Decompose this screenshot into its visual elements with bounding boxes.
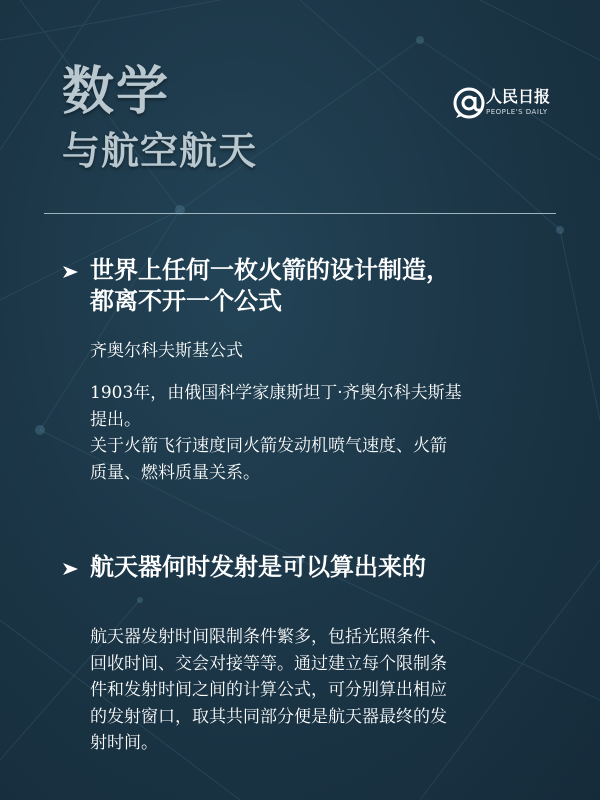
section-2-paragraph-line-1: 航天器发射时间限制条件繁多，包括光照条件、: [90, 627, 447, 647]
arrow-bullet-icon: [62, 264, 80, 280]
section-1-heading-line-2: 都离不开一个公式: [90, 287, 282, 315]
section-2-heading: [62, 552, 520, 583]
section-2-paragraph-line-3: 件和发射时间之间的计算公式，可分别算出相应: [90, 680, 447, 700]
logo-name-en: PEOPLE'S DAILY: [486, 108, 548, 116]
logo-name-cn: 人民日报: [486, 87, 551, 106]
section-2-paragraph-line-5: 射时间。: [90, 733, 158, 753]
section-1-paragraph-line-3: 关于火箭飞行速度同火箭发动机喷气速度、火箭: [90, 436, 447, 456]
peoples-daily-logo: [452, 86, 562, 126]
at-sign-icon: [452, 86, 486, 120]
section-1-paragraph-line-2: 提出。: [90, 409, 141, 430]
formula-name: 齐奥尔科夫斯基公式: [90, 341, 243, 361]
header-divider: [44, 213, 556, 214]
section-1-paragraph-line-1: 1903年，由俄国科学家康斯坦丁·齐奥尔科夫斯基: [90, 383, 462, 403]
section-1-paragraph-line-4: 质量、燃料质量关系。: [90, 462, 260, 483]
section-2-paragraph: [90, 624, 560, 757]
section-1-paragraph: [90, 380, 560, 486]
page-title: 数学: [62, 62, 171, 122]
section-1-heading: [62, 255, 520, 317]
arrow-bullet-icon: [62, 561, 80, 577]
section-2-paragraph-line-4: 的发射窗口，取其共同部分便是航天器最终的发: [90, 706, 447, 727]
section-1-heading-line-1: 世界上任何一枚火箭的设计制造，: [90, 256, 450, 284]
page-subtitle: 与航空航天: [62, 129, 258, 173]
section-2-paragraph-line-2: 回收时间、交会对接等等。通过建立每个限制条: [90, 653, 447, 674]
section-2-heading-text: 航天器何时发射是可以算出来的: [90, 553, 426, 581]
